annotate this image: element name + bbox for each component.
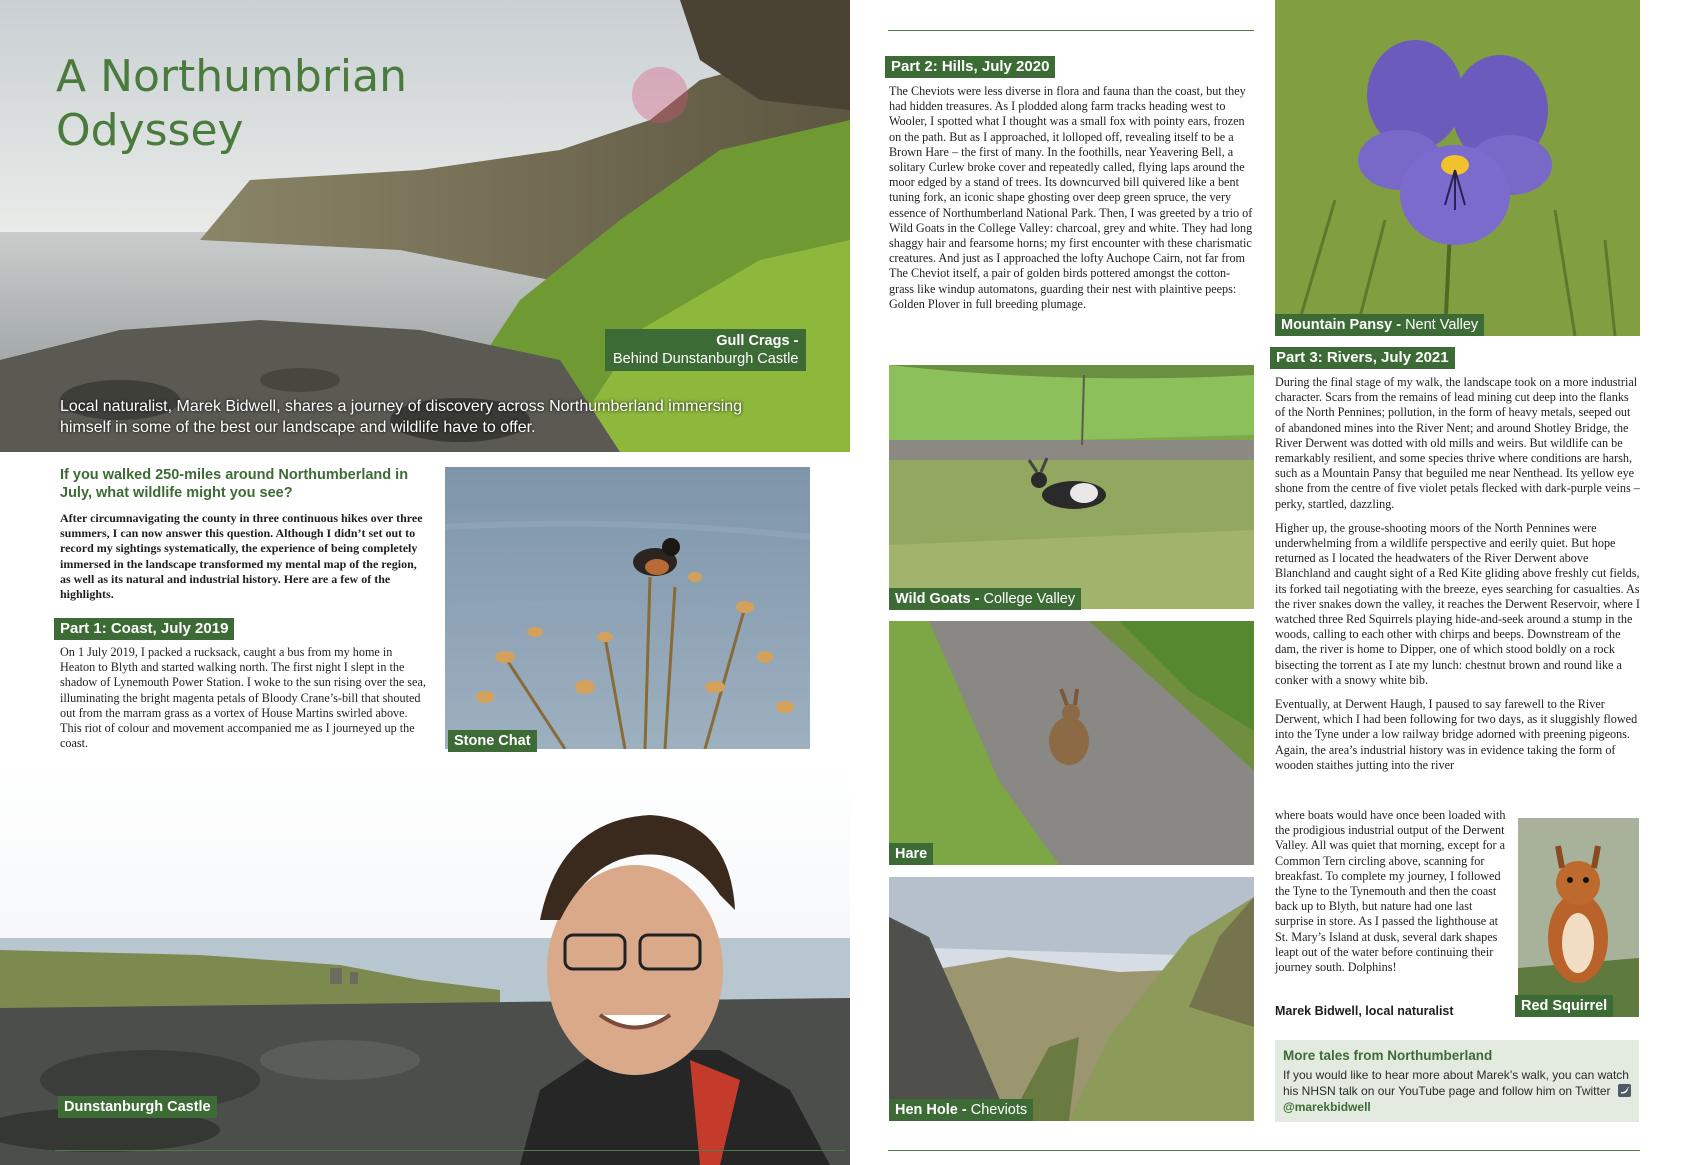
article-title <box>56 50 407 158</box>
photo-wild-goats <box>889 365 1254 609</box>
part3-paragraph-3b: where boats would have once been loaded with the prodigious industrial output of the Derwent Valley. All was quiet that morning, except for a Common Tern circling above, scanning for breakfast. To complete my journey, I followed the Tyne to the Tynemouth and then the coast back up to Blyth, but nature had one last surprise in store. As I passed the lighthouse at St. Mary’s Island at dusk, several dark shapes leapt out of the water before continuing their journey south. Dolphins! <box>1275 808 1506 975</box>
intro-standfirst: Local naturalist, Marek Bidwell, shares a journey of discovery across Northumberland immersing himself in some of the best our landscape and wildlife have to offer. <box>60 398 743 436</box>
caption-wild-goats-title: Wild Goats - <box>895 591 980 607</box>
caption-stone-chat: Stone Chat <box>448 730 537 752</box>
right-page-top-rule <box>888 30 1254 31</box>
right-page-bottom-rule <box>888 1150 1640 1151</box>
part2-heading: Part 2: Hills, July 2020 <box>885 56 1055 78</box>
caption-mountain-pansy-sub: Nent Valley <box>1405 317 1479 333</box>
caption-hen-hole-sub: Cheviots <box>970 1102 1028 1118</box>
twitter-icon <box>1618 1084 1631 1097</box>
photo-hen-hole <box>889 877 1254 1121</box>
intro-paragraph <box>60 511 430 611</box>
part2-body <box>889 84 1255 321</box>
caption-hare: Hare <box>889 843 933 865</box>
photo-hare <box>889 621 1254 865</box>
part1-heading: Part 1: Coast, July 2019 <box>54 618 234 640</box>
part3-heading: Part 3: Rivers, July 2021 <box>1270 347 1455 369</box>
caption-wild-goats-sub: College Valley <box>983 591 1076 607</box>
more-tales-text: If you would like to hear more about Marek’s walk, you can watch his NHSN talk on our YouTube page and follow him on Twitter <box>1283 1068 1629 1098</box>
twitter-handle-link[interactable]: @marekbidwell <box>1283 1100 1371 1114</box>
part3-paragraph-1: During the final stage of my walk, the landscape took on a more industrial character. Scars from the remains of lead mining cut deep into the flanks of the North Pennines; pollution, in the form of heavy metals, seeped out of abandoned mines into the River Nent; and around Shotley Bridge, the River Derwent was dotted with old mills and weirs. But wildlife can be remarkably resilient, and some species thrive where conditions are harsh, such as a Mountain Pansy that beguiled me near Nenthead. Its yellow eye shone from the centre of five violet petals flecked with dark-purple veins – perky, startled, dazzling. <box>1275 375 1640 511</box>
photo-red-squirrel <box>1518 818 1639 1017</box>
caption-dunstanburgh: Dunstanburgh Castle <box>58 1096 217 1118</box>
intro-paragraph-text: After circumnavigating the county in three continuous hikes over three summers, I can now answer this question. Although I didn’t set out to record my sightings systematically, the experience of being completely immersed in the landscape transformed my mental map of the region, as well as its natural and industrial history. Here are a few of the highlights. <box>60 511 423 602</box>
part3-body <box>1275 375 1640 773</box>
article-title-line1: A Northumbrian <box>56 51 407 102</box>
signoff: Marek Bidwell, local naturalist <box>1275 1004 1454 1018</box>
caption-gull-crags-title: Gull Crags - <box>716 333 799 349</box>
caption-gull-crags <box>605 329 806 371</box>
caption-mountain-pansy-title: Mountain Pansy - <box>1281 317 1402 333</box>
more-tales-text-block <box>1283 1067 1633 1115</box>
caption-mountain-pansy <box>1275 314 1484 336</box>
more-tales-box <box>1275 1040 1639 1122</box>
part3-body-wrap <box>1275 808 1507 984</box>
photo-mountain-pansy <box>1275 0 1640 336</box>
article-title-line2: Odyssey <box>56 105 244 156</box>
part3-paragraph-3a: Eventually, at Derwent Haugh, I paused to say farewell to the River Derwent, which I had been following for two days, as it sluggishly flowed into the Tyne under a low railway bridge adorned with preening pigeons. Again, the area’s industrial history was in evidence taking the form of wooden staithes jutting into the river <box>1275 697 1638 772</box>
more-tales-heading: More tales from Northumberland <box>1283 1048 1493 1063</box>
caption-hen-hole-title: Hen Hole - <box>895 1102 967 1118</box>
caption-gull-crags-sub: Behind Dunstanburgh Castle <box>613 351 799 367</box>
photo-stone-chat <box>445 467 810 749</box>
left-page-bottom-rule <box>55 1150 845 1151</box>
caption-wild-goats <box>889 588 1081 610</box>
caption-red-squirrel: Red Squirrel <box>1515 995 1613 1017</box>
part1-paragraph-1: On 1 July 2019, I packed a rucksack, caught a bus from my home in Heaton to Blyth and started walking north. The first night I slept in the shadow of Lynemouth Power Station. I woke to the sun rising over the sea, illuminating the bright magenta petals of Bloody Crane’s-bill that shouted out from the marram grass as a vortex of House Martins swirled above. This riot of colour and movement accompanied me as I journeyed up the coast. <box>60 645 426 751</box>
part2-paragraph-1: The Cheviots were less diverse in flora and fauna than the coast, but they had hidden treasures. As I plodded along farm tracks heading west to Wooler, I spotted what I thought was a small fox with pointy ears, frozen on the path. But as I approached, it lolloped off, revealing itself to be a Brown Hare – the first of many. In the foothills, near Yeavering Bell, a solitary Curlew broke cover and repeatedly called, flying laps around the moor edged by a stand of trees. Its downcurved bill quivered like a bent tuning fork, an iconic shape ghosting over deep green spruce, the very essence of Northumberland National Park. Then, I was greeted by a trio of Wild Goats in the College Valley: charcoal, grey and white. They had long shaggy hair and fearsome horns; my first encounter with these charismatic creatures. And just as I approached the lofty Auchope Cairn, not far from The Cheviot itself, a pair of golden birds pottered amongst the cotton-grass like windup automatons, guarding their nest with plaintive peeps: Golden Plover in full breeding plumage. <box>889 84 1253 311</box>
caption-hen-hole <box>889 1099 1033 1121</box>
part3-paragraph-2: Higher up, the grouse-shooting moors of the North Pennines were underwhelming from a wildlife perspective and eerily quiet. But hope returned as I located the headwaters of the River Derwent above Blanchland and caught sight of a Red Kite gliding above freshly cut fields, its forked tail negotiating with the breeze, eyes searching for casualties. As the river snakes down the valley, it reaches the Derwent Reservoir, where I watched three Red Squirrels playing hide-and-seek around a stump in the woods, calling to each other with chirps and beeps. Downstream of the dam, the river is home to Dipper, one of which stood boldly on a rock bisecting the torrent as I ate my lunch: chestnut brown and round like a conker with a snowy white bib. <box>1275 520 1640 687</box>
question-heading: If you walked 250-miles around Northumberland in July, what wildlife might you see? <box>60 467 409 501</box>
